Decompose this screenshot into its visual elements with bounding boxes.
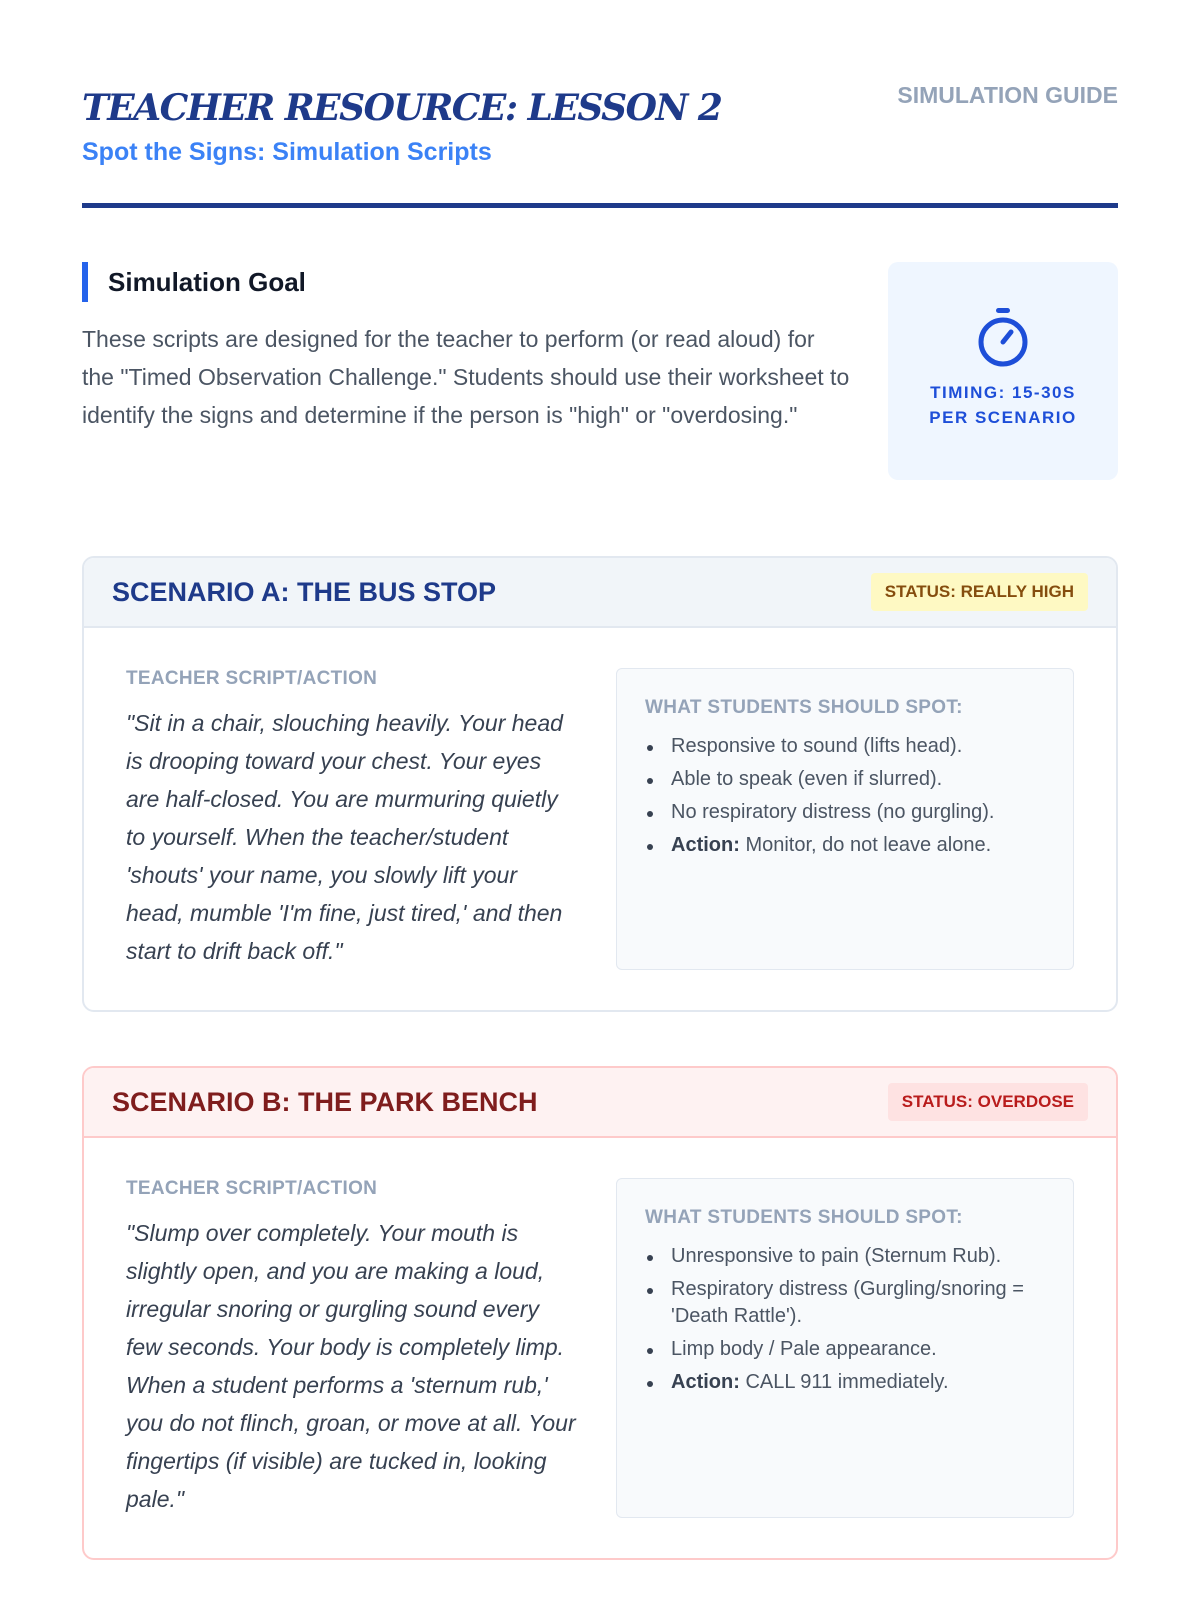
page-title: TEACHER RESOURCE: LESSON 2: [82, 87, 722, 129]
teacher-script-column: [126, 668, 586, 970]
scenario-card-b: [82, 1066, 1118, 1560]
action-label: Action:: [671, 834, 740, 856]
page-subtitle: Spot the Signs: Simulation Scripts: [82, 138, 492, 166]
spot-panel: [616, 668, 1074, 970]
list-item-action: [645, 1369, 1045, 1396]
list-item-action: [645, 832, 1045, 859]
action-text: Monitor, do not leave alone.: [739, 834, 992, 856]
scenario-header: [84, 558, 1116, 628]
list-item: Respiratory distress (Gurgling/snoring = 'Death Rattle').: [645, 1276, 1045, 1330]
page-header: [82, 0, 1118, 208]
spot-panel: [616, 1178, 1074, 1518]
stopwatch-icon: [974, 306, 1032, 368]
timing-card: [888, 262, 1118, 480]
list-item: Responsive to sound (lifts head).: [645, 733, 1045, 760]
list-item: No respiratory distress (no gurgling).: [645, 799, 1045, 826]
action-label: Action:: [671, 1371, 740, 1393]
simulation-goal-section: [82, 262, 1118, 484]
spot-list: [645, 1243, 1045, 1396]
scenario-header: [84, 1068, 1116, 1138]
list-item: Unresponsive to pain (Sternum Rub).: [645, 1243, 1045, 1270]
list-item: Limp body / Pale appearance.: [645, 1336, 1045, 1363]
scenario-body: [84, 1138, 1116, 1558]
goal-text: These scripts are designed for the teacher to perform (or read aloud) for the "Timed Observation Challenge." Students should use their worksheet to identify the signs and determine if the person is "high" or "overdosing.": [82, 326, 850, 428]
action-text: CALL 911 immediately.: [739, 1371, 949, 1393]
script-text: "Slump over completely. Your mouth is slightly open, and you are making a loud, irregular snoring or gurgling sound every few seconds. Your body is completely limp. When a student performs a 'sternum rub,' you do not flinch, groan, or move at all. Your fingertips (if visible) are tucked in, looking pale.": [126, 1220, 576, 1512]
spot-label: WHAT STUDENTS SHOULD SPOT:: [645, 1207, 963, 1228]
goal-heading: Simulation Goal: [82, 262, 1118, 302]
document-tag: SIMULATION GUIDE: [897, 82, 1118, 108]
scenario-title: SCENARIO A: THE BUS STOP: [112, 576, 497, 607]
script-text: "Sit in a chair, slouching heavily. Your head is drooping toward your chest. Your eyes are half-closed. You are murmuring quietly to yourself. When the teacher/student 'shouts' your name, you slowly lift your head, mumble 'I'm fine, just tired,' and then start to drift back off.": [126, 710, 563, 964]
status-badge: STATUS: OVERDOSE: [888, 1083, 1088, 1121]
timing-label: TIMING: 15-30S PER SCENARIO: [929, 383, 1077, 427]
scenario-body: [84, 628, 1116, 1010]
list-item: Able to speak (even if slurred).: [645, 766, 1045, 793]
script-label: TEACHER SCRIPT/ACTION: [126, 1178, 378, 1199]
scenario-card-a: [82, 556, 1118, 1012]
teacher-script-column: [126, 1178, 586, 1518]
scenario-title: SCENARIO B: THE PARK BENCH: [112, 1086, 538, 1117]
status-badge: STATUS: REALLY HIGH: [871, 573, 1088, 611]
spot-list: [645, 733, 1045, 859]
spot-label: WHAT STUDENTS SHOULD SPOT:: [645, 697, 963, 718]
script-label: TEACHER SCRIPT/ACTION: [126, 668, 378, 689]
